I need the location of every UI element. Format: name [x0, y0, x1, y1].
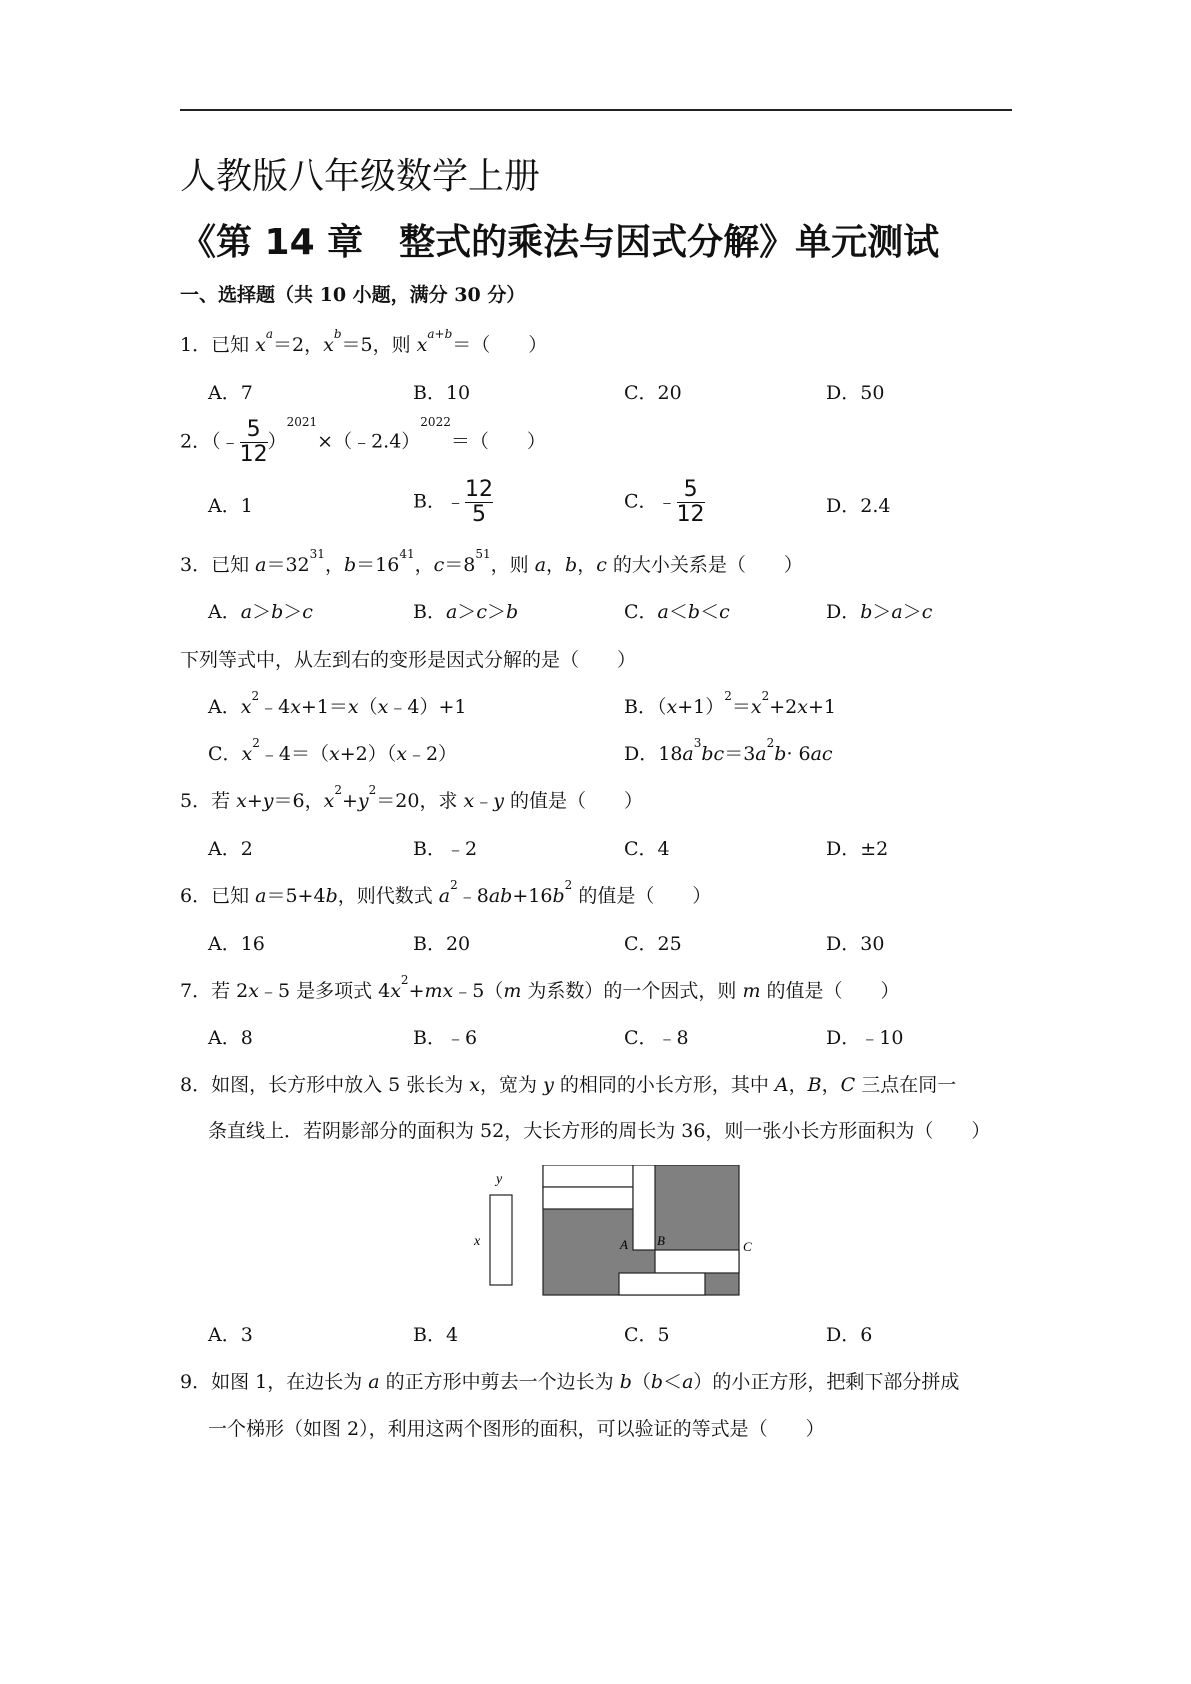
q3-option-d[interactable]: D．b＞a＞c [826, 601, 933, 623]
q7-option-c[interactable]: C．﹣8 [624, 1027, 689, 1049]
q1-option-d[interactable]: D．50 [826, 382, 885, 404]
question-1: 1．已知 $x^a=2$，$x^b=5$，则 $x^{a+b}=$（ ） [180, 327, 548, 356]
q8-option-b[interactable]: B．4 [413, 1324, 459, 1346]
q4-option-d[interactable]: D．$18a^3bc=3a^2b\cdot 6ac$ [624, 736, 833, 765]
fraction: $\frac{5}{12}$ [239, 417, 268, 467]
q7-option-b[interactable]: B．﹣6 [413, 1027, 478, 1049]
q5-option-b[interactable]: B．﹣2 [413, 838, 478, 860]
question-9-line1: 9．如图 1，在边长为 a 的正方形中剪去一个边长为 b（b＜a）的小正方形，把剩下部分拼成 [180, 1371, 960, 1393]
question-5: 5．若 x+y＝6，$x^2+y^2=20$，求 x﹣y 的值是（ ） [180, 783, 643, 812]
q3-option-b[interactable]: B．a＞c＞b [413, 601, 519, 623]
label-b: B [657, 1233, 665, 1248]
q8-option-d[interactable]: D．6 [826, 1324, 873, 1346]
q4-option-b[interactable]: B．$(x+1)^2=x^2+2x+1$ [624, 689, 836, 718]
section-heading: 一、选择题（共 10 小题，满分 30 分） [180, 284, 526, 306]
question-3: 3．已知 $a=32^{31}$，$b=16^{41}$，$c=8^{51}$，则 a，b，c 的大小关系是（ ） [180, 547, 803, 576]
q2-option-b[interactable]: B．﹣ $\frac{12}{5}$ [413, 477, 493, 527]
q6-option-a[interactable]: A．16 [208, 933, 265, 955]
q1-option-c[interactable]: C．20 [624, 382, 682, 404]
question-7: 7．若 2x﹣5 是多项式 $4x^2+mx﹣5(m$ 为系数）的一个因式，则 m 的值是（ ） [180, 973, 900, 1002]
q6-option-d[interactable]: D．30 [826, 933, 885, 955]
strip-top-1 [543, 1165, 633, 1187]
q7-option-d[interactable]: D．﹣10 [826, 1027, 904, 1049]
question-2: 2．（﹣ $\frac{5}{12}$ ）$^{2021}$×（﹣2.4）$^{2022}$＝（ ） [180, 415, 546, 467]
q6-option-b[interactable]: B．20 [413, 933, 471, 955]
small-rectangle [490, 1195, 512, 1285]
q1-option-a[interactable]: A．7 [208, 382, 253, 404]
question-6: 6．已知 a＝5+4b，则代数式 $a^2﹣8ab+16b^2$ 的值是（ ） [180, 878, 712, 907]
q8-option-c[interactable]: C．5 [624, 1324, 670, 1346]
q2-option-d[interactable]: D．2.4 [826, 495, 891, 517]
figure-8 [470, 1165, 760, 1300]
header-rule [180, 109, 1012, 111]
q2-option-a[interactable]: A．1 [208, 495, 253, 517]
q7-option-a[interactable]: A．8 [208, 1027, 253, 1049]
strip-vertical [633, 1165, 655, 1250]
question-8-line1: 8．如图，长方形中放入 5 张长为 x，宽为 y 的相同的小长方形，其中 A，B，C 三点在同一 [180, 1074, 957, 1096]
page-subtitle: 《第 14 章 整式的乘法与因式分解》单元测试 [180, 222, 940, 263]
label-y: y [496, 1172, 503, 1187]
strip-top-2 [543, 1187, 633, 1209]
strip-bottom [619, 1273, 705, 1295]
q5-option-d[interactable]: D．±2 [826, 838, 889, 860]
page-title: 人教版八年级数学上册 [180, 156, 541, 197]
q4-option-a[interactable]: A．$x^2﹣4x+1=x(x﹣4)+1$ [208, 689, 467, 718]
strip-middle [655, 1250, 739, 1273]
q4-option-c[interactable]: C．$x^2﹣4=(x+2)(x﹣2)$ [208, 736, 458, 765]
q6-option-c[interactable]: C．25 [624, 933, 682, 955]
label-c: C [743, 1239, 752, 1254]
q1-option-b[interactable]: B．10 [413, 382, 471, 404]
q2-option-c[interactable]: C．﹣ $\frac{5}{12}$ [624, 477, 705, 527]
question-9-line2: 一个梯形（如图 2），利用这两个图形的面积，可以验证的等式是（ ） [208, 1418, 825, 1440]
label-x: x [474, 1234, 481, 1249]
q3-option-c[interactable]: C．a＜b＜c [624, 601, 730, 623]
q5-option-a[interactable]: A．2 [208, 838, 253, 860]
question-8-line2: 条直线上．若阴影部分的面积为 52，大长方形的周长为 36，则一张小长方形面积为（ ） [208, 1120, 991, 1142]
q3-option-a[interactable]: A．a＞b＞c [208, 601, 313, 623]
question-4: 下列等式中，从左到右的变形是因式分解的是（ ） [180, 649, 637, 671]
q5-option-c[interactable]: C．4 [624, 838, 670, 860]
q8-option-a[interactable]: A．3 [208, 1324, 253, 1346]
label-a: A [620, 1237, 628, 1252]
